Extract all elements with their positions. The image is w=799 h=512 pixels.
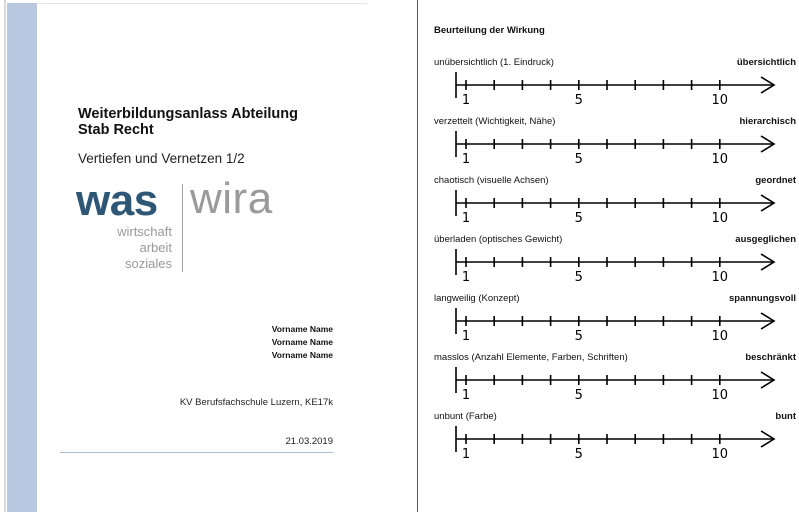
cover-edge	[4, 0, 6, 512]
scale-tick-label: 10	[711, 152, 729, 167]
scale-tick-label: 10	[711, 270, 729, 285]
scale-tick-label: 1	[461, 152, 471, 167]
logo-sub-soziales: soziales	[125, 256, 172, 271]
cover-color-band	[7, 3, 37, 512]
scale-tick-label: 10	[711, 388, 729, 403]
cover-footer-rule	[60, 452, 333, 453]
scale-tick-label: 5	[574, 447, 583, 462]
logo-divider	[182, 184, 183, 272]
page-divider	[417, 0, 418, 512]
scale-tick-label: 1	[461, 211, 471, 226]
rating-heading: Beurteilung der Wirkung	[434, 25, 545, 36]
scale-right-label: übersichtlich	[736, 57, 796, 68]
cover-date: 21.03.2019	[285, 436, 333, 447]
scale-tick-label: 5	[574, 388, 583, 403]
scale-tick-label: 5	[574, 152, 583, 167]
scale-right-label: bunt	[775, 411, 796, 422]
scale-tick-label: 1	[461, 329, 471, 344]
cover-title-line-1: Weiterbildungsanlass Abteilung	[78, 106, 298, 122]
rating-scale-axis	[448, 366, 784, 408]
scale-tick-label: 5	[574, 270, 583, 285]
scale-right-label: beschränkt	[745, 352, 796, 363]
cover-top-rule	[37, 3, 367, 4]
scale-tick-label: 10	[711, 93, 729, 108]
scale-tick-label: 10	[711, 211, 729, 226]
author-name: Vorname Name	[271, 324, 333, 334]
cover-title	[78, 106, 358, 138]
cover-title-line-2: Stab Recht	[78, 122, 154, 138]
scale-left-label: unbunt (Farbe)	[434, 411, 497, 422]
scale-tick-label: 5	[574, 329, 583, 344]
author-names	[200, 323, 333, 362]
logo-sub-arbeit: arbeit	[139, 240, 172, 255]
cover-subtitle: Vertiefen und Vernetzen 1/2	[78, 151, 245, 166]
scale-left-label: langweilig (Konzept)	[434, 293, 520, 304]
rating-scale-axis	[448, 71, 784, 113]
school-line: KV Berufsfachschule Luzern, KE17k	[179, 397, 333, 408]
scale-tick-label: 1	[461, 388, 471, 403]
scale-left-label: unübersichtlich (1. Eindruck)	[434, 57, 554, 68]
scale-right-label: hierarchisch	[739, 116, 796, 127]
author-name: Vorname Name	[271, 337, 333, 347]
rating-scale-axis	[448, 130, 784, 172]
logo-was-text: was	[76, 176, 158, 225]
was-wira-logo	[75, 174, 295, 275]
scale-right-label: geordnet	[755, 175, 796, 186]
scale-tick-label: 1	[461, 270, 471, 285]
rating-scale-axis	[448, 425, 784, 467]
scale-right-label: spannungsvoll	[728, 293, 796, 304]
rating-scale-axis	[448, 248, 784, 290]
scale-tick-label: 10	[711, 447, 729, 462]
scale-right-label: ausgeglichen	[735, 234, 796, 245]
cover-page	[0, 0, 370, 512]
rating-scale-axis	[448, 189, 784, 231]
scale-left-label: verzettelt (Wichtigkeit, Nähe)	[434, 116, 556, 127]
scale-left-label: chaotisch (visuelle Achsen)	[434, 175, 549, 186]
scale-tick-label: 1	[461, 93, 471, 108]
author-name: Vorname Name	[271, 350, 333, 360]
scale-tick-label: 5	[574, 211, 583, 226]
scale-tick-label: 1	[461, 447, 471, 462]
logo-sub-wirtschaft: wirtschaft	[117, 224, 172, 239]
logo-wira-text: wira	[190, 174, 273, 223]
scale-left-label: überladen (optisches Gewicht)	[434, 234, 563, 245]
scale-tick-label: 10	[711, 329, 729, 344]
rating-scale-axis	[448, 307, 784, 349]
scale-tick-label: 5	[574, 93, 583, 108]
scale-left-label: masslos (Anzahl Elemente, Farben, Schriften)	[434, 352, 628, 363]
